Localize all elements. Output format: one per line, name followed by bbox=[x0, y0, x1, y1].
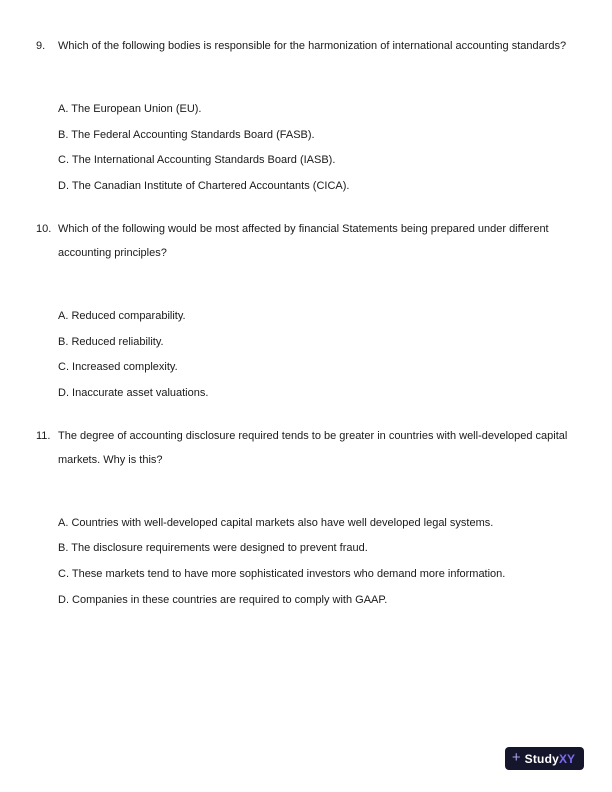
answer-option-a: A. Reduced comparability. bbox=[58, 309, 186, 322]
answer-option-b: B. The Federal Accounting Standards Board (FASB). bbox=[58, 128, 315, 141]
answer-option-c: C. These markets tend to have more sophisticated investors who demand more information. bbox=[58, 568, 506, 581]
brand-name-primary: Study bbox=[524, 751, 559, 766]
answer-option-d: D. Inaccurate asset valuations. bbox=[58, 386, 209, 399]
question-body bbox=[58, 34, 576, 200]
question-number: 9. bbox=[36, 40, 46, 52]
question-text: The degree of accounting disclosure required tends to be greater in countries with well-developed capital markets. Why is this? bbox=[58, 429, 568, 466]
question-body bbox=[58, 217, 576, 407]
answer-option-d: D. The Canadian Institute of Chartered Accountants (CICA). bbox=[58, 180, 350, 193]
answer-option-c: C. Increased complexity. bbox=[58, 361, 178, 374]
answer-option-a: A. Countries with well-developed capital markets also have well developed legal systems. bbox=[58, 516, 494, 529]
answer-option-a: A. The European Union (EU). bbox=[58, 103, 202, 115]
brand-name-accent: XY bbox=[558, 751, 575, 766]
question-text: Which of the following bodies is responsible for the harmonization of international accounting standards? bbox=[58, 40, 567, 52]
question-body bbox=[58, 424, 576, 614]
answer-options bbox=[58, 511, 576, 614]
question-10 bbox=[36, 217, 576, 407]
answer-options bbox=[58, 97, 576, 200]
answer-option-b: B. The disclosure requirements were designed to prevent fraud. bbox=[58, 542, 368, 555]
question-number: 11. bbox=[36, 429, 51, 442]
question-text: Which of the following would be most affected by financial Statements being prepared under different accounting principles? bbox=[58, 222, 549, 259]
question-11 bbox=[36, 424, 576, 614]
studyxy-logo-badge bbox=[505, 747, 584, 770]
answer-option-d: D. Companies in these countries are required to comply with GAAP. bbox=[58, 593, 388, 606]
answer-option-c: C. The International Accounting Standards Board (IASB). bbox=[58, 154, 336, 167]
question-9 bbox=[36, 34, 576, 200]
question-number: 10. bbox=[36, 222, 52, 235]
answer-options bbox=[58, 304, 576, 407]
answer-option-b: B. Reduced reliability. bbox=[58, 335, 164, 348]
brand-name bbox=[525, 750, 575, 768]
plus-icon: + bbox=[511, 749, 521, 766]
